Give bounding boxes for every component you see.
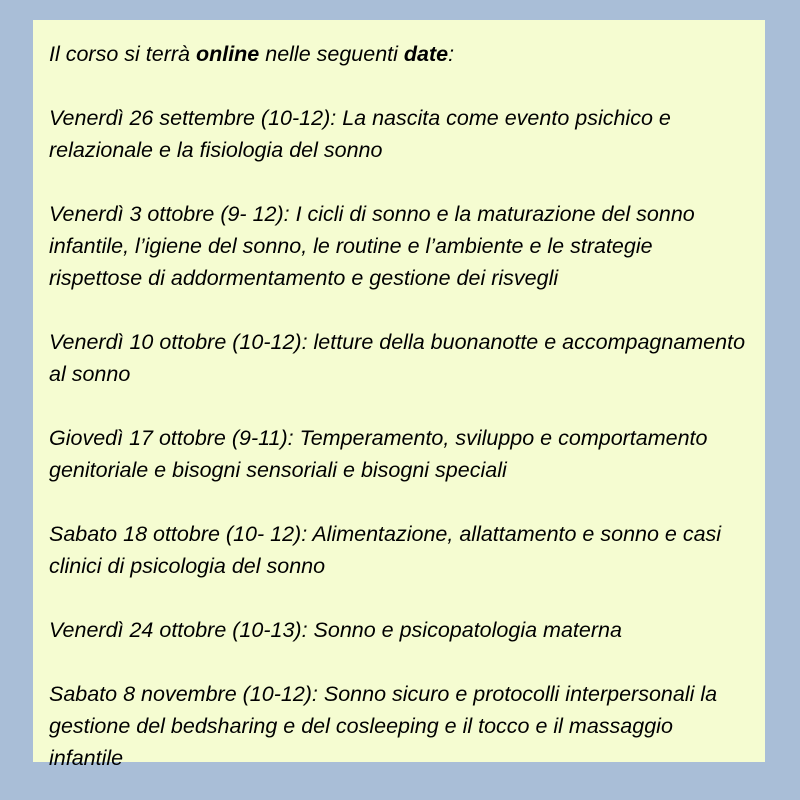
session-entry: Sabato 8 novembre (10-12): Sonno sicuro e protocolli interpersonali la gestione del bedsharing e del cosleeping e il tocco e il massaggio infantile [49, 682, 718, 770]
intro-date: date [403, 42, 449, 66]
session-entry: Venerdì 10 ottobre (10-12): letture della buonanotte e accompagnamento al sonno [49, 330, 746, 386]
intro-online: online [195, 42, 260, 66]
course-schedule-card [33, 20, 765, 770]
session-entry: Venerdì 26 settembre (10-12): La nascita come evento psichico e relazionale e la fisiologia del sonno [49, 106, 671, 162]
session-entry: Venerdì 3 ottobre (9- 12): I cicli di sonno e la maturazione del sonno infantile, l’igiene del sonno, le routine e l’ambiente e le strategie rispettose di addormentamento e gestione dei risvegli [49, 202, 695, 290]
session-entry: Venerdì 24 ottobre (10-13): Sonno e psicopatologia materna [49, 618, 622, 642]
intro-part-3: : [448, 42, 455, 66]
session-entry: Giovedì 17 ottobre (9-11): Temperamento, sviluppo e comportamento genitoriale e bisogni sensoriali e bisogni speciali [49, 426, 708, 482]
intro-part-2: nelle seguenti [259, 42, 404, 66]
intro-text [49, 38, 749, 70]
session-entry: Sabato 18 ottobre (10- 12): Alimentazione, allattamento e sonno e casi clinici di psicologia del sonno [49, 522, 722, 578]
intro-part-1: Il corso si terrà [49, 42, 196, 66]
